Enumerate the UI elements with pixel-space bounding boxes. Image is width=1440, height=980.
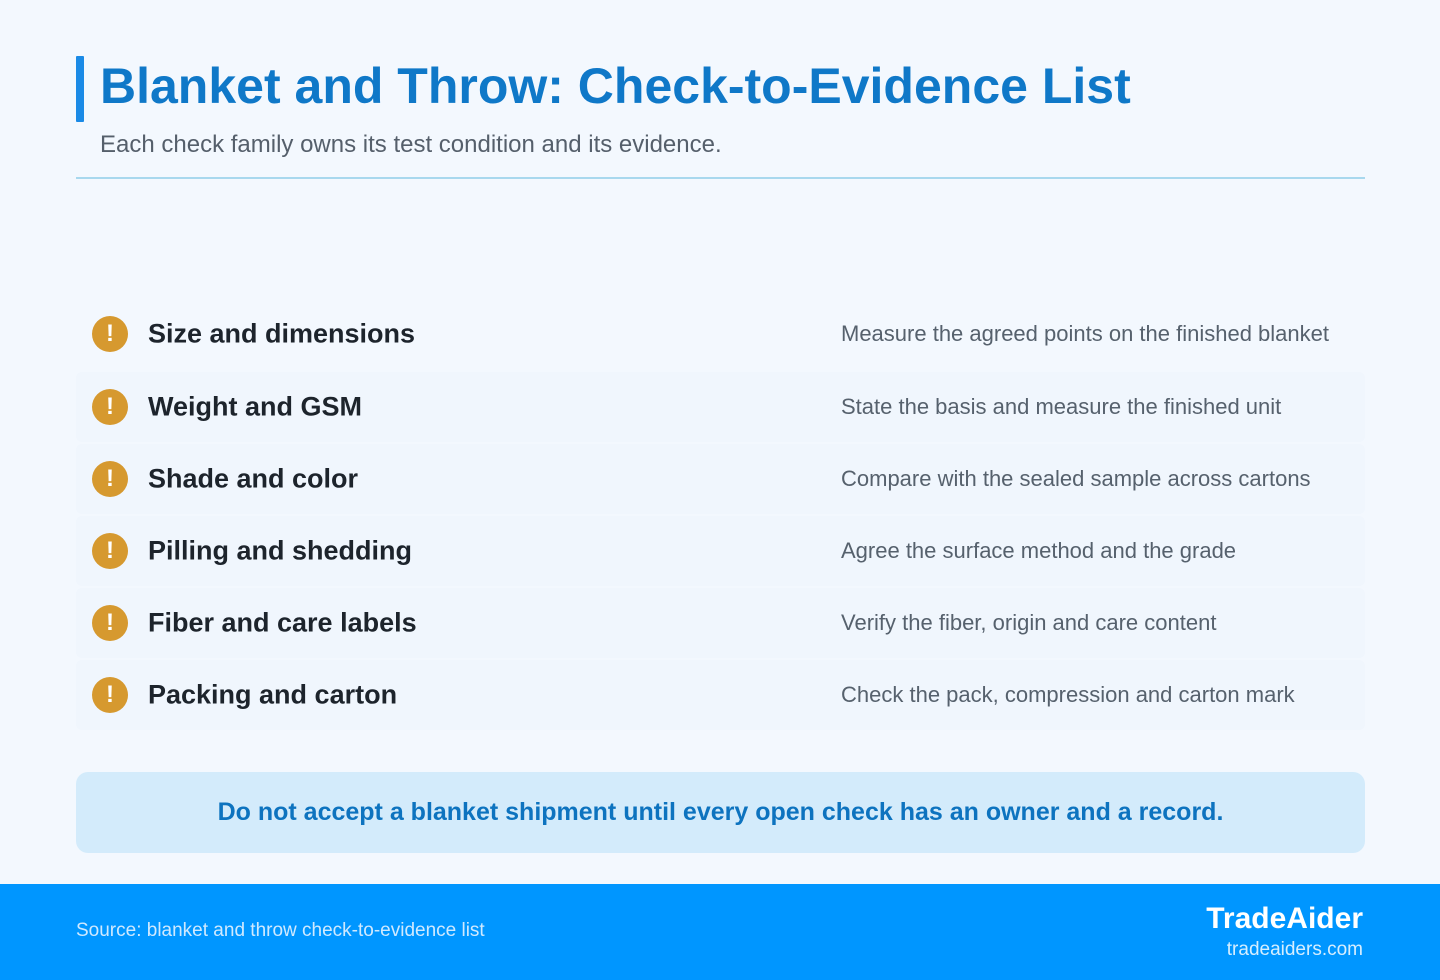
footer <box>0 884 1440 980</box>
brand-url: tradeaiders.com <box>1226 939 1363 960</box>
exclamation-icon: ! <box>92 533 128 569</box>
check-list <box>76 298 1365 732</box>
warning-callout <box>76 772 1365 853</box>
exclamation-icon: ! <box>92 461 128 497</box>
page-subtitle: Each check family owns its test condition and its evidence. <box>100 131 722 158</box>
check-row <box>76 660 1365 730</box>
check-label: Pilling and shedding <box>148 535 413 566</box>
check-label: Fiber and care labels <box>148 607 417 638</box>
check-evidence: Measure the agreed points on the finished blanket <box>841 321 1329 346</box>
check-row <box>76 372 1365 442</box>
check-label: Packing and carton <box>148 679 398 710</box>
check-label: Shade and color <box>148 463 359 494</box>
check-evidence: State the basis and measure the finished unit <box>841 394 1282 419</box>
check-row <box>76 444 1365 514</box>
check-evidence: Compare with the sealed sample across cartons <box>841 466 1311 491</box>
check-evidence: Check the pack, compression and carton mark <box>841 682 1295 707</box>
callout-text: Do not accept a blanket shipment until every open check has an owner and a record. <box>217 798 1224 826</box>
check-row <box>76 516 1365 586</box>
brand-logo: TradeAider <box>1206 902 1363 935</box>
check-row <box>76 588 1365 658</box>
check-row <box>76 298 1365 370</box>
exclamation-icon: ! <box>92 605 128 641</box>
title-accent-bar <box>76 56 84 122</box>
check-evidence: Agree the surface method and the grade <box>841 538 1237 563</box>
exclamation-icon: ! <box>92 389 128 425</box>
check-label: Size and dimensions <box>148 318 416 349</box>
source-note: Source: blanket and throw check-to-evidence list <box>76 920 485 941</box>
page-title: Blanket and Throw: Check-to-Evidence List <box>100 58 1131 114</box>
check-evidence: Verify the fiber, origin and care content <box>841 610 1217 635</box>
exclamation-icon: ! <box>92 316 128 352</box>
exclamation-icon: ! <box>92 677 128 713</box>
check-label: Weight and GSM <box>148 391 362 422</box>
header-divider <box>76 177 1365 179</box>
